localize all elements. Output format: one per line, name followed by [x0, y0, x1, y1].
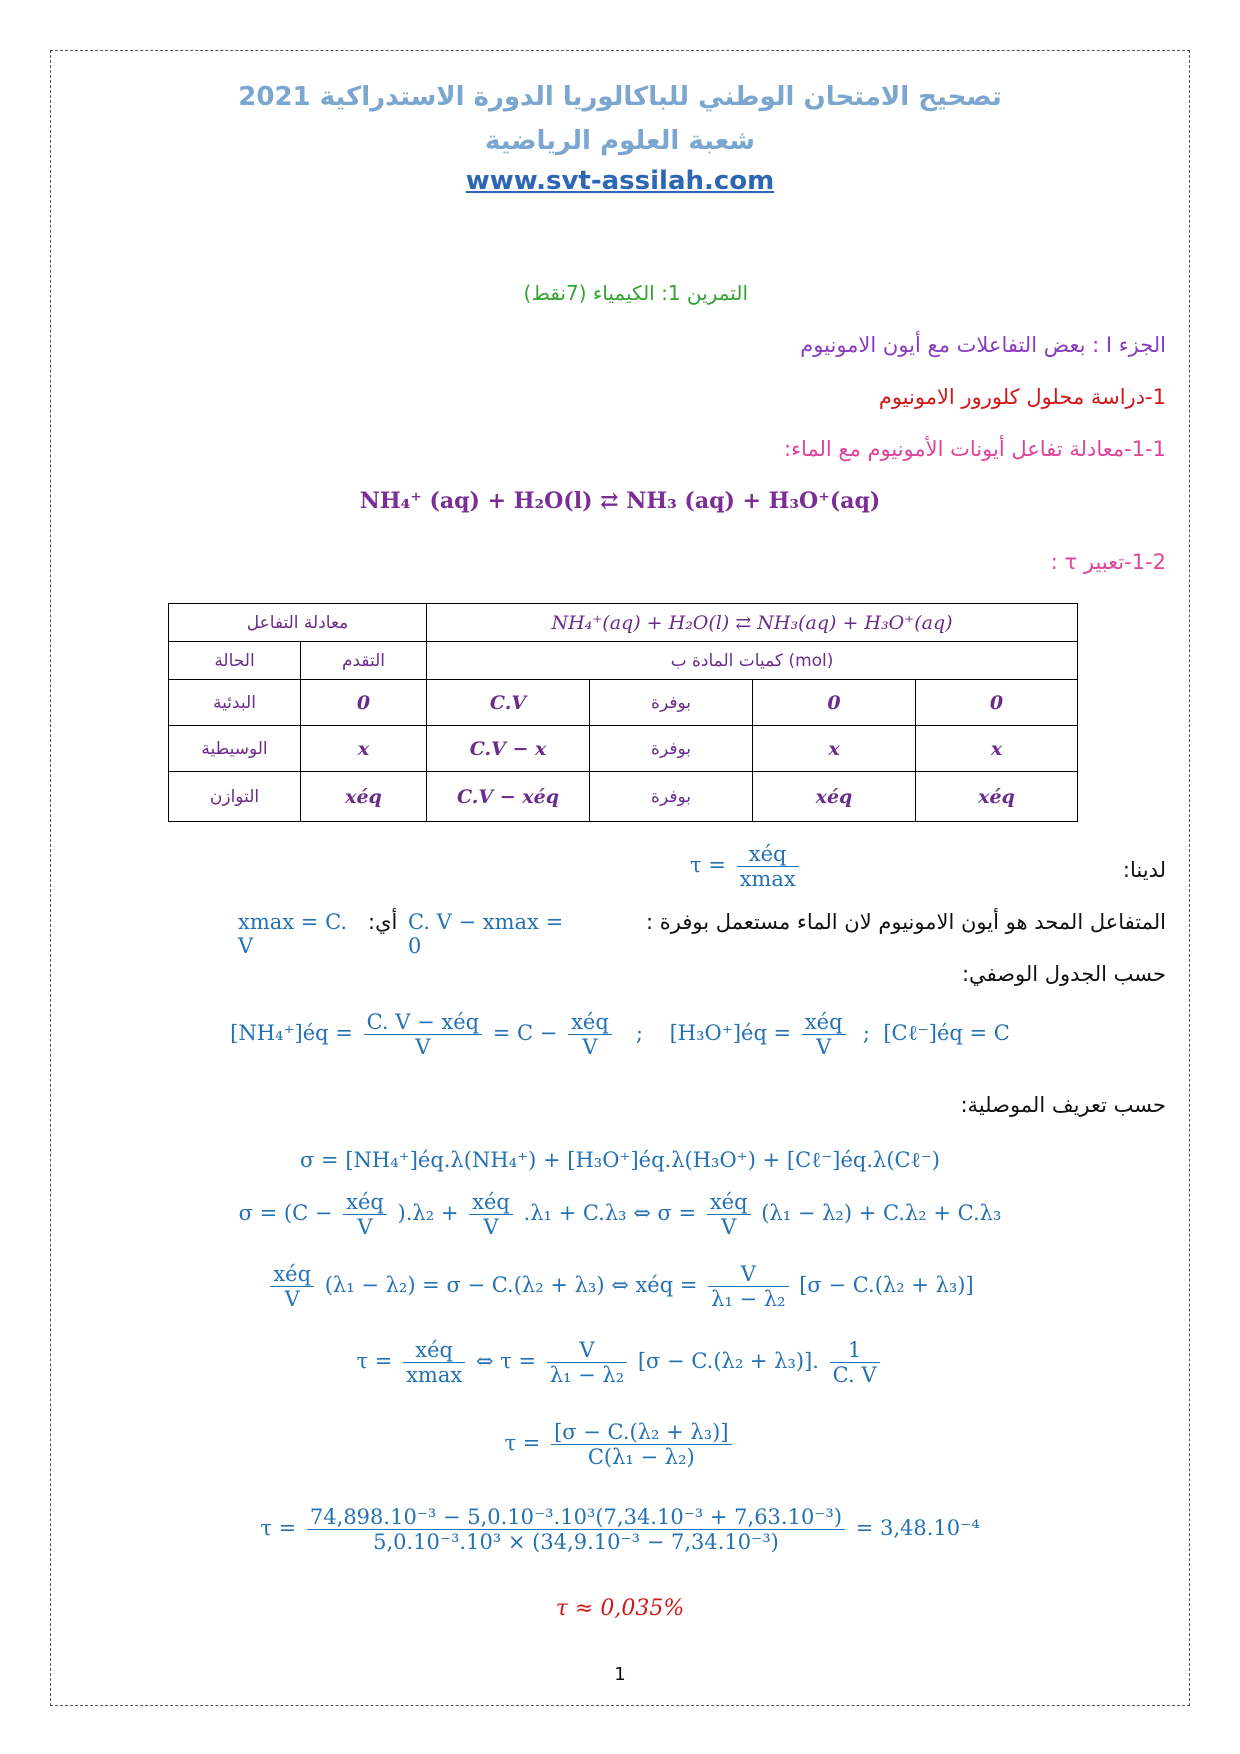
- table-cell: بوفرة: [590, 726, 753, 772]
- question-1-1: 1-1-معادلة تفاعل أيونات الأمونيوم مع الماء:: [784, 437, 1166, 461]
- eq-term: σ = (C −: [238, 1201, 333, 1225]
- table-state-label: الحالة: [169, 642, 301, 680]
- eq-term: [σ − C.(λ₂ + λ₃)]: [799, 1273, 974, 1297]
- table-row: [169, 726, 1078, 772]
- eq-term: τ =: [504, 1431, 541, 1455]
- frac-num: xéq: [270, 1262, 314, 1287]
- table-cell: التوازن: [169, 772, 301, 822]
- tau-expression: [50, 1338, 1190, 1387]
- exercise-title: التمرين 1: الكيمياء (7نقط): [523, 281, 748, 305]
- table-cell: C.V − xéq: [427, 772, 590, 822]
- tau-symbol: τ =: [690, 853, 726, 877]
- page-number: 1: [614, 1664, 626, 1685]
- frac-num: xéq: [802, 1010, 846, 1035]
- frac-num: xéq: [568, 1010, 612, 1035]
- table-cell: الوسيطية: [169, 726, 301, 772]
- table-advance-label: التقدم: [301, 642, 427, 680]
- frac-num: xéq: [707, 1190, 751, 1215]
- frac-num: V: [547, 1338, 627, 1363]
- eq-term: ⇔ τ =: [475, 1349, 537, 1373]
- table-cell: C.V: [427, 680, 590, 726]
- frac-den: 5,0.10⁻³.10³ × (34,9.10⁻³ − 7,34.10⁻³): [373, 1530, 779, 1554]
- tau-numeric: [50, 1505, 1190, 1554]
- table-cell: البدئية: [169, 680, 301, 726]
- sigma-definition: σ = [NH₄⁺]éq.λ(NH₄⁺) + [H₃O⁺]éq.λ(H₃O⁺) + [Cℓ⁻]éq.λ(Cℓ⁻): [300, 1148, 940, 1172]
- frac-num: xéq: [403, 1338, 465, 1363]
- reaction-equation: NH₄⁺ (aq) + H₂O(l) ⇄ NH₃ (aq) + H₃O⁺(aq): [359, 488, 881, 514]
- frac-den: V: [284, 1287, 300, 1311]
- title-line2: شعبة العلوم الرياضية: [485, 126, 755, 156]
- eq-term: .λ₁ + C.λ₃ ⇔ σ =: [523, 1201, 697, 1225]
- frac-den: V: [582, 1035, 598, 1059]
- limit-equation: C. V − xmax = 0: [408, 910, 564, 958]
- frac-num: [σ − C.(λ₂ + λ₃)]: [551, 1420, 731, 1445]
- table-row: [169, 772, 1078, 822]
- table-cell: xéq: [753, 772, 916, 822]
- eq-term: = C −: [492, 1021, 558, 1045]
- eq-separator: ;: [862, 1021, 870, 1045]
- table-cell: 0: [301, 680, 427, 726]
- progress-table: [168, 603, 1078, 822]
- table-cell: C.V − x: [427, 726, 590, 772]
- eq-term: [σ − C.(λ₂ + λ₃)].: [637, 1349, 819, 1373]
- eq-term: τ =: [260, 1516, 297, 1540]
- table-header-label: معادلة التفاعل: [169, 604, 427, 642]
- tau-definition: [690, 842, 810, 891]
- ie-label: أي:: [368, 910, 398, 934]
- eq-term: τ =: [356, 1349, 393, 1373]
- frac-den: C(λ₁ − λ₂): [587, 1445, 695, 1469]
- tau-simplified: [50, 1420, 1190, 1469]
- table-cell: 0: [916, 680, 1078, 726]
- frac-num: V: [708, 1262, 788, 1287]
- according-conductivity-text: حسب تعريف الموصلية:: [960, 1093, 1166, 1117]
- eq-term: [NH₄⁺]éq =: [230, 1021, 353, 1045]
- frac-den: V: [415, 1035, 431, 1059]
- table-cell: xéq: [916, 772, 1078, 822]
- table-header-equation: NH₄⁺(aq) + H₂O(l) ⇄ NH₃(aq) + H₃O⁺(aq): [427, 604, 1078, 642]
- concentrations-equation: [50, 1010, 1190, 1059]
- sigma-expansion: [50, 1190, 1190, 1239]
- eq-term: ).λ₂ +: [397, 1201, 459, 1225]
- part1-heading: الجزء I : بعض التفاعلات مع أيون الامونيوم: [800, 333, 1166, 357]
- frac-den: V: [721, 1215, 737, 1239]
- eq-term: [Cℓ⁻]éq = C: [883, 1021, 1010, 1045]
- frac-num: xéq: [737, 842, 799, 867]
- frac-den: V: [816, 1035, 832, 1059]
- table-row: [169, 680, 1078, 726]
- question-1-2: 1-2-تعبير τ :: [1050, 550, 1166, 574]
- table-cell: 0: [753, 680, 916, 726]
- xeq-expression: [50, 1262, 1190, 1311]
- frac-num: 1: [830, 1338, 880, 1363]
- frac-den: C. V: [832, 1363, 877, 1387]
- frac-den: λ₁ − λ₂: [711, 1287, 786, 1311]
- website-link[interactable]: www.svt-assilah.com: [465, 166, 775, 196]
- according-table-text: حسب الجدول الوصفي:: [961, 962, 1166, 986]
- table-cell: x: [753, 726, 916, 772]
- frac-den: λ₁ − λ₂: [549, 1363, 625, 1387]
- eq-term: [H₃O⁺]éq =: [669, 1021, 792, 1045]
- eq-term: (λ₁ − λ₂) + C.λ₂ + C.λ₃: [761, 1201, 1002, 1225]
- we-have-label: لدينا:: [1122, 858, 1166, 882]
- table-cell: xéq: [301, 772, 427, 822]
- table-cell: بوفرة: [590, 772, 753, 822]
- title-line1: تصحيح الامتحان الوطني للباكالوريا الدورة الاستدراكية 2021: [238, 82, 1002, 112]
- question-1: 1-دراسة محلول كلورور الامونيوم: [878, 385, 1166, 409]
- frac-num: xéq: [469, 1190, 513, 1215]
- xmax-equation: xmax = C. V: [238, 910, 348, 958]
- limiting-reagent-text: المتفاعل المحد هو أيون الامونيوم لان الماء مستعمل بوفرة :: [646, 910, 1166, 934]
- table-cell: بوفرة: [590, 680, 753, 726]
- frac-den: V: [357, 1215, 373, 1239]
- table-cell: x: [916, 726, 1078, 772]
- frac-den: V: [483, 1215, 499, 1239]
- eq-term: (λ₁ − λ₂) = σ − C.(λ₂ + λ₃) ⇔ xéq =: [324, 1273, 698, 1297]
- frac-num: 74,898.10⁻³ − 5,0.10⁻³.10³(7,34.10⁻³ + 7,63.10⁻³): [307, 1505, 845, 1530]
- eq-separator: ;: [635, 1021, 643, 1045]
- final-result: τ ≈ 0,035%: [555, 1596, 685, 1621]
- frac-den: xmax: [406, 1363, 463, 1387]
- eq-term: = 3,48.10⁻⁴: [855, 1516, 980, 1540]
- table-cell: x: [301, 726, 427, 772]
- frac-num: xéq: [343, 1190, 387, 1215]
- frac-den: xmax: [739, 867, 796, 891]
- table-amounts-label: كميات المادة ب (mol): [427, 642, 1078, 680]
- frac-num: C. V − xéq: [364, 1010, 483, 1035]
